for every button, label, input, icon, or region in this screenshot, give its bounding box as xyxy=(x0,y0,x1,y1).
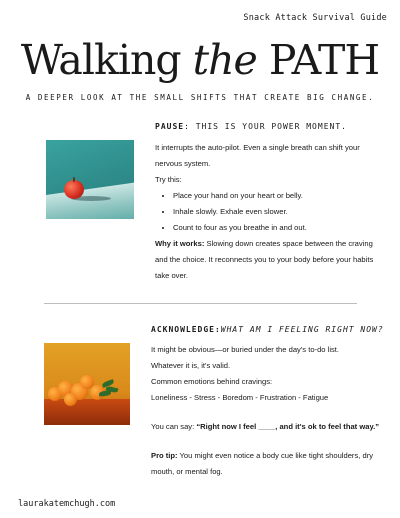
title-part-2: PATH xyxy=(256,36,380,84)
pause-try-label: Try this: xyxy=(155,175,182,184)
photo-table xyxy=(44,399,130,425)
list-item: • Place your hand on your heart or belly. xyxy=(173,188,387,204)
ack-emotions: Loneliness - Stress - Boredom - Frustration - Fatigue xyxy=(151,393,329,402)
pause-bullet-list xyxy=(155,188,387,236)
say-label: You can say: xyxy=(151,422,197,431)
why-text: Slowing down creates space between the craving and the choice. It reconnects you to your body before your habits take over. xyxy=(155,239,374,280)
footer-url: laurakatemchugh.com xyxy=(18,499,116,509)
section-divider xyxy=(44,303,357,304)
apple-icon xyxy=(64,180,84,199)
oranges-photo xyxy=(44,343,130,425)
acknowledge-heading-italic: WHAT AM I FEELING RIGHT NOW? xyxy=(220,325,384,334)
pause-body xyxy=(155,140,387,284)
orange-icon xyxy=(64,393,77,406)
header-label: Snack Attack Survival Guide xyxy=(243,13,387,23)
title-part-1: Walking xyxy=(20,36,193,84)
pause-intro: It interrupts the auto-pilot. Even a single breath can shift your nervous system. xyxy=(155,143,360,168)
list-item: • Inhale slowly. Exhale even slower. xyxy=(173,204,387,220)
title-italic: the xyxy=(192,36,257,84)
apple-photo xyxy=(46,140,134,219)
page-title xyxy=(0,38,400,82)
say-quote: “Right now I feel ____, and it's ok to feel that way.” xyxy=(196,422,380,431)
ack-tip-paragraph xyxy=(151,448,383,480)
why-label: Why it works: xyxy=(155,239,205,248)
list-item: • Count to four as you breathe in and out. xyxy=(173,220,387,236)
acknowledge-heading-bold: ACKNOWLEDGE: xyxy=(151,325,221,334)
tip-label: Pro tip: xyxy=(151,451,178,460)
acknowledge-heading xyxy=(151,325,384,334)
ack-line-2: Whatever it is, it's valid. xyxy=(151,361,231,370)
leaf-icon xyxy=(99,390,111,396)
page-subtitle: A DEEPER LOOK AT THE SMALL SHIFTS THAT CREATE BIG CHANGE. xyxy=(25,93,375,102)
apple-stem xyxy=(73,177,75,182)
pause-heading-rest: : THIS IS YOUR POWER MOMENT. xyxy=(184,122,347,131)
tip-text: You might even notice a body cue like tight shoulders, dry mouth, or mental fog. xyxy=(151,451,374,476)
pause-why-paragraph xyxy=(155,236,387,284)
ack-line-1: It might be obvious—or buried under the day's to-do list. xyxy=(151,345,340,354)
acknowledge-body xyxy=(151,342,383,480)
pause-heading xyxy=(155,122,347,131)
ack-line-3: Common emotions behind cravings: xyxy=(151,377,273,386)
pause-heading-bold: PAUSE xyxy=(155,122,185,131)
ack-say-paragraph xyxy=(151,419,383,435)
